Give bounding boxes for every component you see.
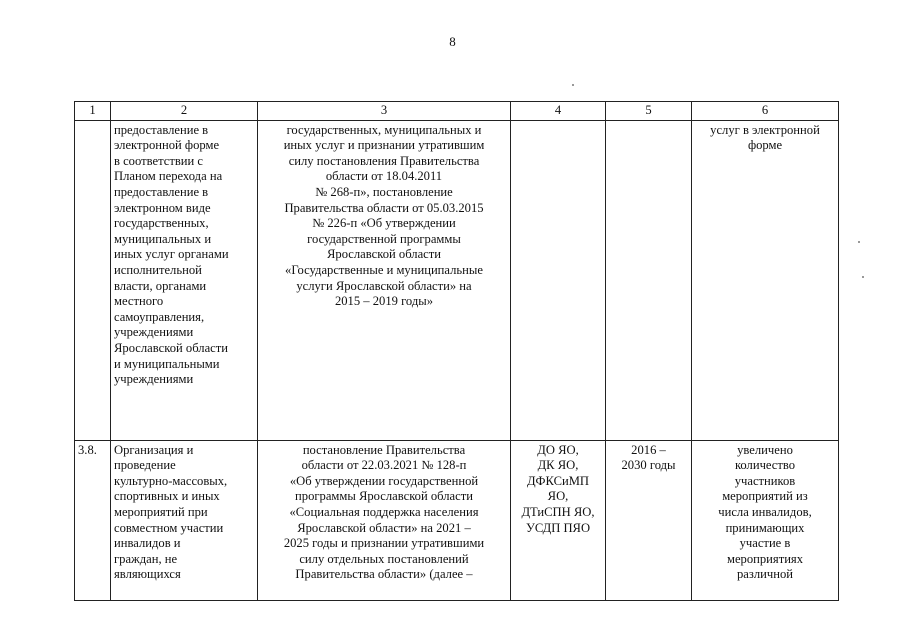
header-col-2: 2	[111, 102, 258, 121]
cell-basis: постановление Правительства области от 22.03.2021 № 128-п «Об утверждении государственной программы Ярославской области «Социальная поддержка населения Ярославской области» на 2021 – 2025 годы и признании утратившими силу отдельных постановлений Правительства области» (далее –	[258, 440, 511, 600]
cell-name: Организация и проведение культурно-массовых, спортивных и иных мероприятий при совместном участии инвалидов и граждан, не являющихся	[111, 440, 258, 600]
header-col-4: 4	[511, 102, 606, 121]
header-col-3: 3	[258, 102, 511, 121]
cell-num: 3.8.	[75, 440, 111, 600]
scan-speck	[858, 241, 860, 243]
page-number: 8	[449, 34, 456, 49]
header-col-6: 6	[692, 102, 839, 121]
cell-name: предоставление в электронной форме в соответствии с Планом перехода на предоставление в электронном виде государственных, муниципальных и иных услуг органами исполнительной власти, органами местного самоуправления, учреждениями Ярославской области и муниципальными учреждениями	[111, 120, 258, 440]
scan-speck	[572, 84, 574, 86]
cell-executors	[511, 120, 606, 440]
cell-period	[606, 120, 692, 440]
cell-executors: ДО ЯО, ДК ЯО, ДФКСиМП ЯО, ДТиСПН ЯО, УСДП ПЯО	[511, 440, 606, 600]
header-col-1: 1	[75, 102, 111, 121]
cell-num	[75, 120, 111, 440]
cell-result: увеличено количество участников мероприятий из числа инвалидов, принимающих участие в мероприятиях различной	[692, 440, 839, 600]
cell-basis: государственных, муниципальных и иных услуг и признании утратившим силу постановления Правительства области от 18.04.2011 № 268-п», постановление Правительства области от 05.03.2015 № 226-п «Об утверждении государственной программы Ярославской области «Государственные и муниципальные услуги Ярославской области» на 2015 – 2019 годы»	[258, 120, 511, 440]
scan-speck	[862, 276, 864, 278]
table-row	[75, 440, 839, 600]
cell-period: 2016 – 2030 годы	[606, 440, 692, 600]
table-row	[75, 120, 839, 440]
measures-table	[74, 101, 839, 601]
cell-result: услуг в электронной форме	[692, 120, 839, 440]
table-header-row	[75, 102, 839, 121]
header-col-5: 5	[606, 102, 692, 121]
